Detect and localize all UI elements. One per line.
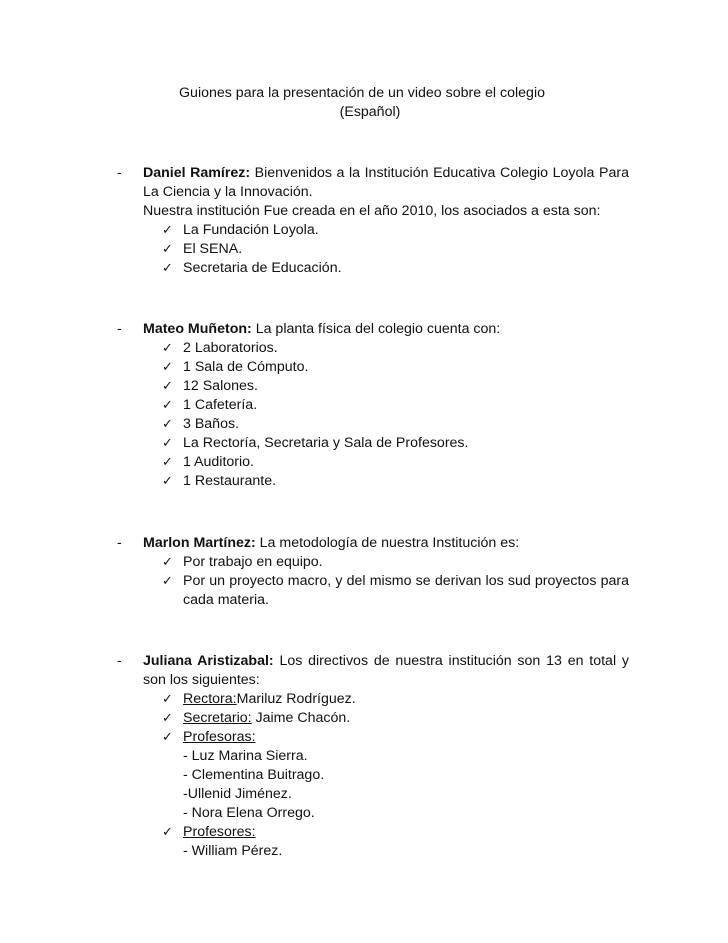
list-item-text: El SENA. [183,241,243,257]
checkmark-icon: ✓ [162,730,173,745]
checklist [161,221,629,278]
checkmark-icon: ✓ [162,242,173,257]
role-label: Profesores: [183,824,256,840]
list-item-text: Secretaria de Educación. [183,260,342,276]
speaker-name: Daniel Ramírez: [143,165,251,181]
speaker-name: Mateo Muñeton: [143,321,252,337]
list-item [161,415,629,434]
paragraph-text: Los directivos de nuestra institución son 13 en total y son los siguientes: [143,653,629,688]
role-value: Mariluz Rodríguez. [236,691,356,707]
checkmark-icon: ✓ [162,223,173,238]
dash-bullet: - [117,653,122,669]
paragraph-text: La planta física del colegio cuenta con: [251,321,501,337]
title-line-1: Guiones para la presentación de un video sobre el colegio [179,85,545,101]
checkmark-icon: ✓ [162,417,173,432]
list-item [161,553,629,572]
list-item [161,709,629,728]
dash-bullet: - [117,321,122,337]
speaker-name: Marlon Martínez: [143,535,256,551]
checkmark-icon: ✓ [162,261,173,276]
document-title [0,84,728,122]
sub-item: - Luz Marina Sierra. [183,748,308,764]
list-item-text: 3 Baños. [183,416,240,432]
list-item-text: Por un proyecto macro, y del mismo se derivan los sud proyectos para cada materia. [183,573,629,608]
list-item [161,240,629,259]
checkmark-icon: ✓ [162,692,173,707]
list-item [161,453,629,472]
role-label: Profesoras: [183,729,256,745]
list-item [161,339,629,358]
list-item-text: 1 Auditorio. [183,454,254,470]
list-item [161,728,629,747]
speaker-name: Juliana Aristizabal: [143,653,274,669]
checklist [161,690,629,861]
checkmark-icon: ✓ [162,825,173,840]
list-item-text: 1 Sala de Cómputo. [183,359,309,375]
list-item [161,690,629,709]
list-item [161,377,629,396]
checkmark-icon: ✓ [162,341,173,356]
list-item [161,358,629,377]
sub-item: - William Pérez. [183,843,283,859]
list-item-text: Por trabajo en equipo. [183,554,323,570]
paragraph-2: Nuestra institución Fue creada en el año 2010, los asociados a esta son: [143,203,601,219]
paragraph-text: Bienvenidos a la Institución Educativa Colegio Loyola Para La Ciencia y la Innovación. [143,165,629,200]
paragraph [143,534,629,553]
list-item [161,259,629,278]
paragraph-text: La metodología de nuestra Institución es: [255,535,520,551]
list-item [161,572,629,610]
checkmark-icon: ✓ [162,436,173,451]
list-item-text: La Fundación Loyola. [183,222,319,238]
paragraph [143,652,629,690]
checkmark-icon: ✓ [162,360,173,375]
checkmark-icon: ✓ [162,455,173,470]
role-value: Jaime Chacón. [251,710,351,726]
checklist [161,553,629,610]
list-item [161,221,629,240]
list-item-text: 12 Salones. [183,378,258,394]
list-item [161,396,629,415]
dash-bullet: - [117,535,122,551]
list-item [161,823,629,842]
role-label: Rectora: [183,691,237,707]
dash-bullet: - [117,165,122,181]
list-item-text: 1 Restaurante. [183,473,277,489]
list-item-text: 2 Laboratorios. [183,340,278,356]
role-label: Secretario: [183,710,252,726]
sub-item: - Nora Elena Orrego. [183,805,315,821]
list-item-text: La Rectoría, Secretaria y Sala de Profesores. [183,435,469,451]
paragraph [143,164,629,202]
checkmark-icon: ✓ [162,555,173,570]
list-item-text: 1 Cafetería. [183,397,258,413]
sub-item: - Clementina Buitrago. [183,767,325,783]
paragraph [143,320,629,339]
checkmark-icon: ✓ [162,398,173,413]
checkmark-icon: ✓ [162,574,173,589]
checkmark-icon: ✓ [162,711,173,726]
checkmark-icon: ✓ [162,474,173,489]
list-item [161,434,629,453]
title-line-2: (Español) [339,104,401,120]
sub-item: -Ullenid Jiménez. [183,786,292,802]
checkmark-icon: ✓ [162,379,173,394]
list-item [161,472,629,491]
checklist [161,339,629,491]
